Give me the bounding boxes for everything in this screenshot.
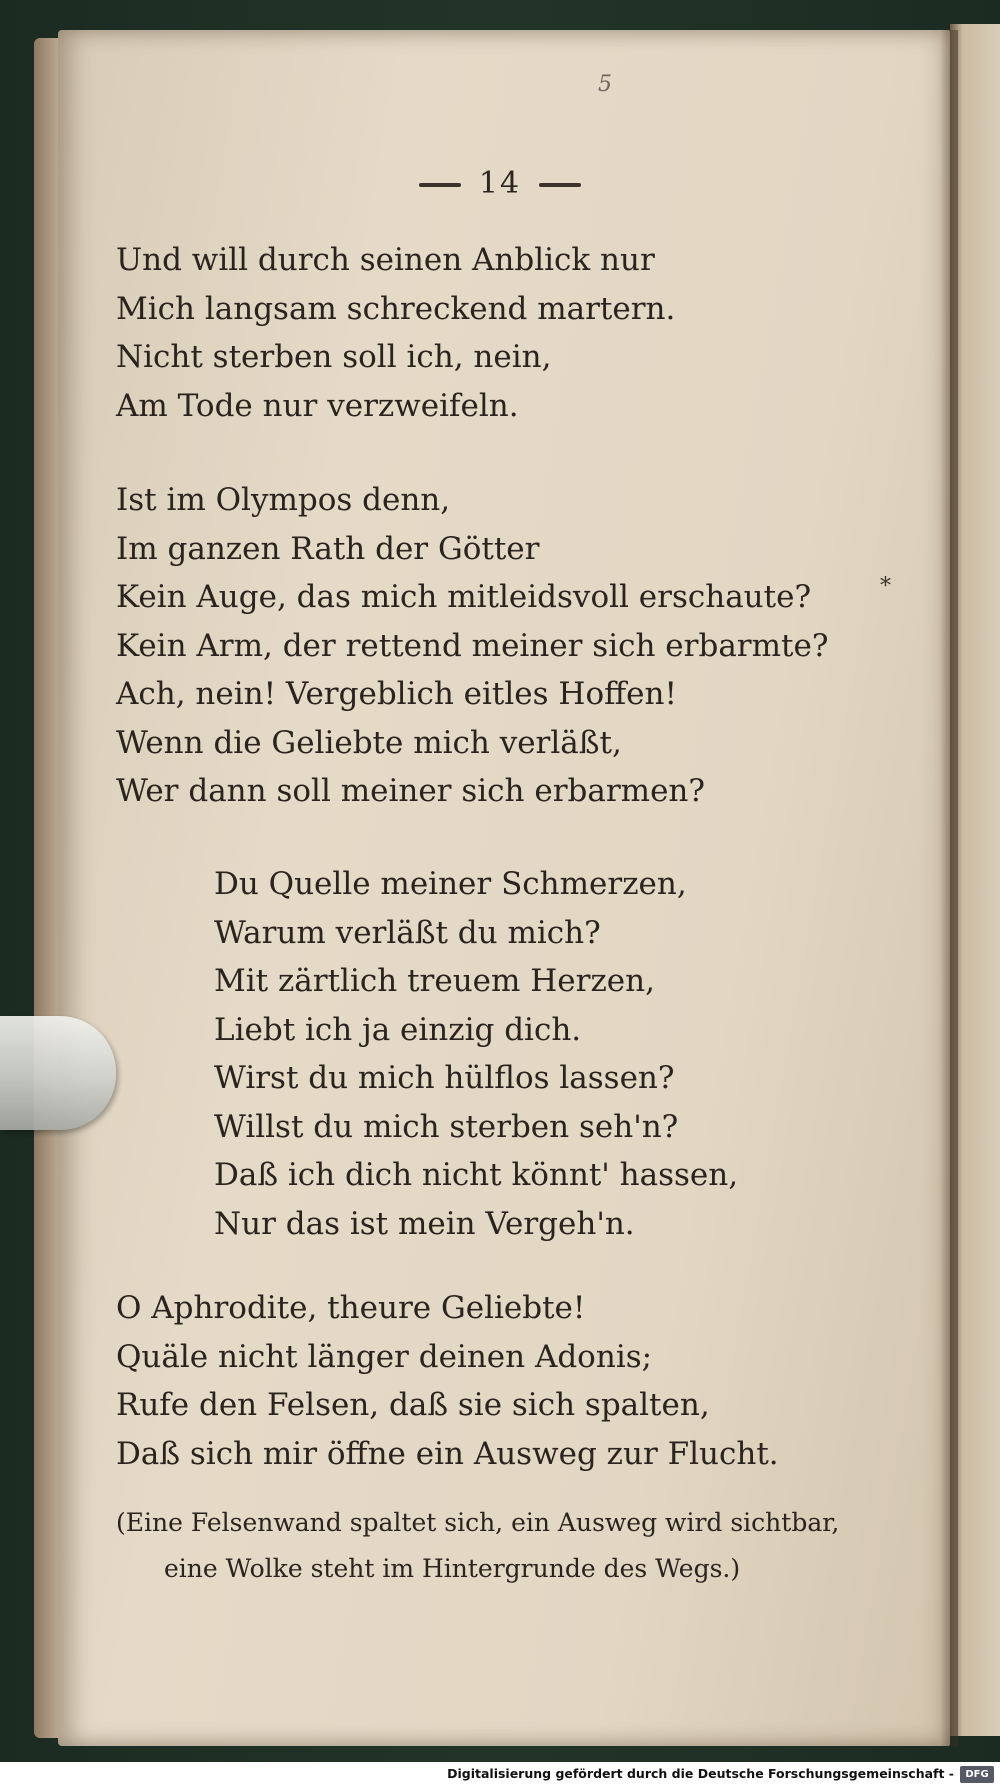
stanza-4	[116, 1284, 779, 1478]
verse-line: Quäle nicht länger deinen Adonis;	[116, 1338, 653, 1375]
verse-line: O Aphrodite, theure Geliebte!	[116, 1290, 586, 1326]
header-dash-right	[539, 183, 581, 187]
pencil-note: 5	[598, 72, 612, 97]
margin-mark: *	[880, 574, 891, 599]
verse-line: Liebt ich ja einzig dich.	[214, 1011, 582, 1048]
header-dash-left	[419, 183, 461, 187]
verse-line: Wenn die Geliebte mich verläßt,	[116, 724, 622, 761]
verse-line: Du Quelle meiner Schmerzen,	[214, 866, 687, 902]
verse-line: Und will durch seinen Anblick nur	[116, 242, 655, 278]
page-number: 14	[478, 166, 522, 201]
verse-line: Nur das ist mein Vergeh'n.	[214, 1205, 635, 1242]
verse-line: Kein Arm, der rettend meiner sich erbarmte?	[116, 627, 829, 664]
verse-line: Mit zärtlich treuem Herzen,	[214, 963, 655, 999]
spine-shadow	[940, 30, 958, 1746]
verse-line: Daß ich dich nicht könnt' hassen,	[214, 1157, 739, 1193]
verse-line: Mich langsam schreckend martern.	[116, 290, 676, 327]
stanza-1	[116, 236, 675, 430]
verse-line: Daß sich mir öffne ein Ausweg zur Flucht.	[116, 1435, 779, 1472]
stage-direction-line: (Eine Felsenwand spaltet sich, ein Ausweg wird sichtbar,	[116, 1508, 840, 1537]
verse-line: Ach, nein! Vergeblich eitles Hoffen!	[116, 676, 677, 712]
verse-line: Im ganzen Rath der Götter	[116, 530, 540, 567]
stanza-2	[116, 476, 828, 816]
page-number-header	[0, 166, 1000, 201]
verse-line: Rufe den Felsen, daß sie sich spalten,	[116, 1387, 710, 1423]
stage-direction	[116, 1500, 839, 1592]
verse-line: Am Tode nur verzweifeln.	[116, 387, 519, 424]
verse-line: Nicht sterben soll ich, nein,	[116, 339, 552, 375]
verse-line: Wirst du mich hülflos lassen?	[214, 1060, 675, 1096]
verse-line: Kein Auge, das mich mitleidsvoll erschaute?	[116, 579, 812, 615]
footer-bar	[0, 1762, 1000, 1789]
verse-line: Wer dann soll meiner sich erbarmen?	[116, 773, 705, 809]
dfg-logo: DFG	[960, 1766, 994, 1783]
verse-line: Ist im Olympos denn,	[116, 482, 451, 518]
verse-line: Warum verläßt du mich?	[214, 914, 601, 951]
scanner-clamp	[0, 1016, 116, 1130]
verse-line: Willst du mich sterben seh'n?	[214, 1108, 679, 1145]
footer-credit: Digitalisierung gefördert durch die Deutsche Forschungsgemeinschaft -	[447, 1766, 954, 1781]
stanza-3	[214, 860, 738, 1248]
stage-direction-line: eine Wolke steht im Hintergrunde des Wegs.)	[164, 1554, 741, 1583]
